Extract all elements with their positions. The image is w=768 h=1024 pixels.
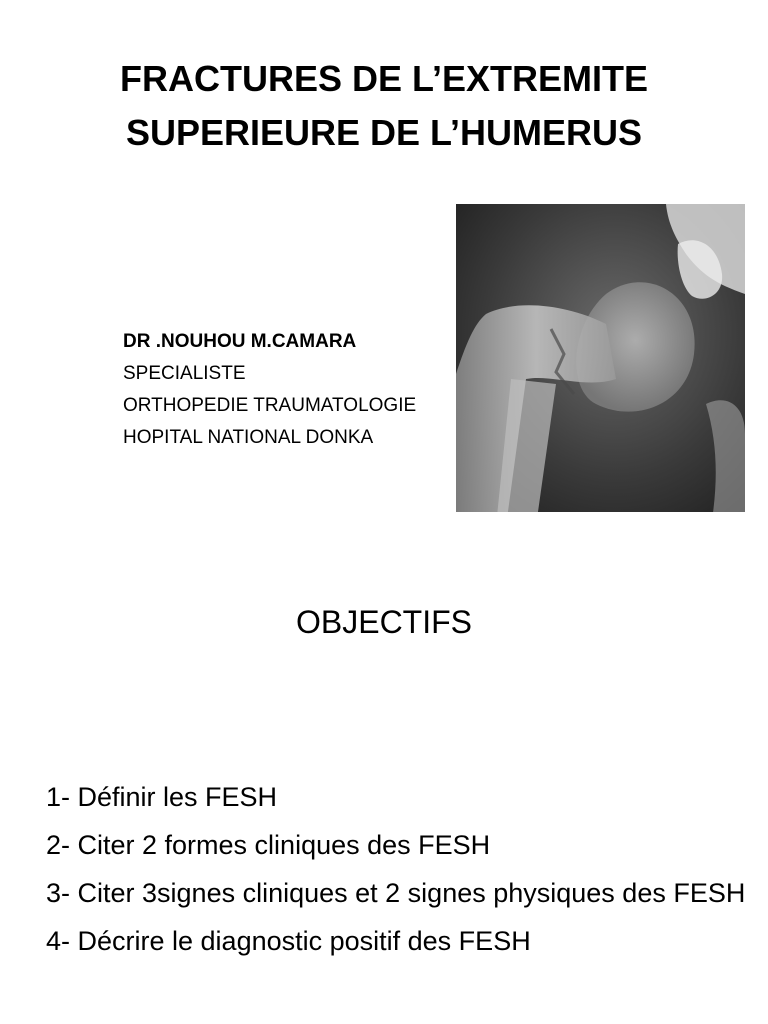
shoulder-xray-image — [456, 204, 745, 512]
objective-item: 2- Citer 2 formes cliniques des FESH — [46, 830, 491, 860]
objectives-list — [46, 782, 746, 974]
objective-item: 1- Définir les FESH — [46, 782, 278, 812]
author-block — [123, 326, 416, 454]
title-line-1: FRACTURES DE L’EXTREMITE — [119, 58, 649, 99]
objective-item: 4- Décrire le diagnostic positif des FESH — [46, 926, 531, 956]
author-specialty: ORTHOPEDIE TRAUMATOLOGIE — [123, 395, 417, 416]
author-name: DR .NOUHOU M.CAMARA — [123, 331, 357, 352]
slide-title-heading — [0, 52, 768, 160]
objective-item: 3- Citer 3signes cliniques et 2 signes physiques des FESH — [46, 878, 746, 908]
slide-objectives — [0, 512, 768, 1024]
title-line-2: SUPERIEURE DE L’HUMERUS — [125, 112, 643, 153]
author-hospital: HOPITAL NATIONAL DONKA — [123, 427, 374, 448]
author-role: SPECIALISTE — [123, 363, 246, 384]
objectives-heading: OBJECTIFS — [295, 604, 472, 640]
xray-illustration — [456, 204, 745, 512]
